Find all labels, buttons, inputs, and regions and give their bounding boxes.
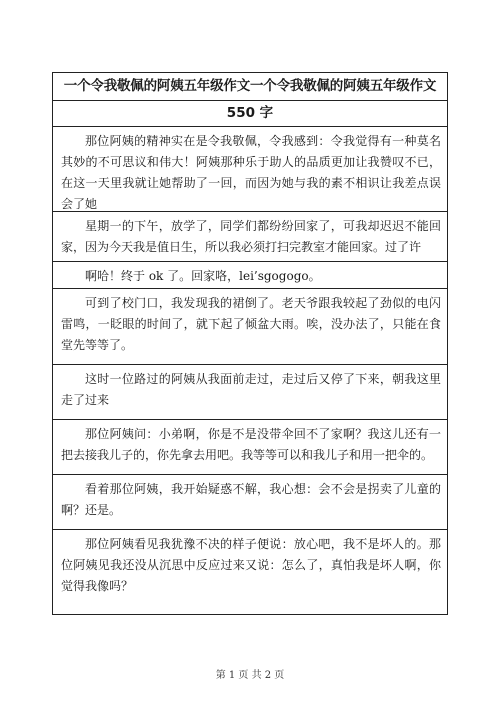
paragraph: 那位阿姨看见我犹豫不决的样子便说：放心吧，我不是坏人的。那位阿姨见我还没从沉思中反应过来又说：怎么了，真怕我是坏人啊，你觉得我像吗？ [61, 537, 441, 593]
paragraph: 这时一位路过的阿姨从我面前走过，走过后又停了下来，朝我这里走了过来 [53, 365, 447, 420]
paragraph: 星期一的下午，放学了，同学们都纷纷回家了，可我却迟迟不能回家，因为今天我是值日生，所以我必须打扫完教室才能回家。过了许 [53, 212, 447, 262]
document-title: 一个令我敬佩的阿姨五年级作文一个令我敬佩的阿姨五年级作文 [53, 73, 447, 101]
paragraph: 可到了校门口，我发现我的裙倒了。老天爷跟我较起了劲似的电闪雷鸣，一眨眼的时间了，就下起了倾盆大雨。唉，没办法了，只能在食堂先等等了。 [53, 289, 447, 365]
paragraph: 看着那位阿姨，我开始疑惑不解，我心想：会不会是拐卖了儿童的啊？还是。 [53, 475, 447, 530]
document-table [52, 72, 448, 615]
paragraph: 那位阿姨问：小弟啊，你是不是没带伞回不了家啊？我这儿还有一把去接我儿子的，你先拿去用吧。我等等可以和我儿子和用一把伞的。 [53, 420, 447, 475]
document-word-count: 550 字 [53, 101, 447, 127]
page-footer: 第 1 页 共 2 页 [215, 670, 285, 681]
paragraph: 啊哈！终于 ok 了。回家咯，lei’sgogogo。 [53, 262, 447, 289]
paragraph: 那位阿姨的精神实在是令我敬佩，令我感到：令我觉得有一种莫名其妙的不可思议和伟大！阿姨那种乐于助人的品质更加让我赞叹不已，在这一天里我就让她帮助了一回，而因为她与我的素不相识让我差点误会了她 [53, 127, 447, 212]
